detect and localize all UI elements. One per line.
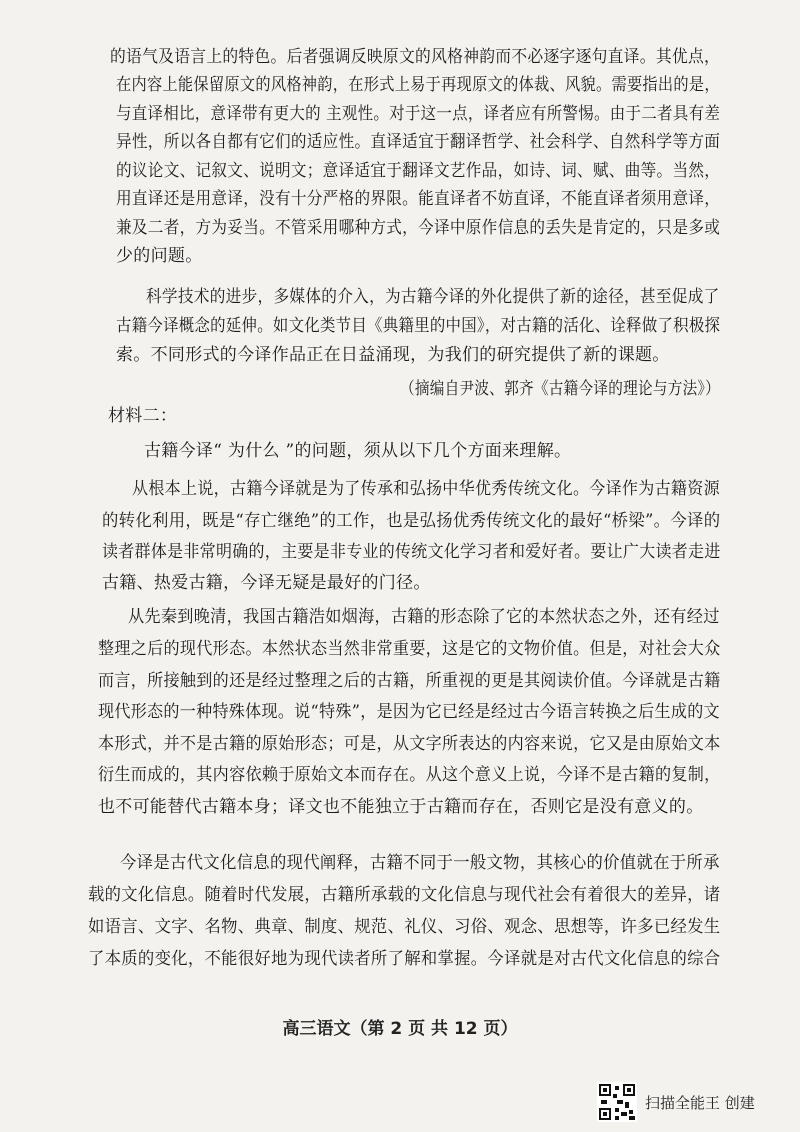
text-line: 异性，所以各自都有它们的适应性。直译适宜于翻译哲学、社会科学、自然科学等方面 [116,132,721,152]
text-line: 本形式，并不是古籍的原始形态；可是，从文字所表达的内容来说，它又是由原始文本 [98,734,721,754]
text-line: 了本质的变化，不能很好地为现代读者所了解和掌握。今译就是对古代文化信息的综合 [88,949,721,969]
text-line: 古籍、热爱古籍，今译无疑是最好的门径。 [102,573,431,593]
text-line: 如语言、文字、名物、典章、制度、规范、礼仪、习俗、观念、思想等，许多已经发生 [88,917,721,937]
text-line: 索。不同形式的今译作品正在日益涌现，为我们的研究提供了新的课题。 [116,345,670,365]
text-line: 读者群体是非常明确的，主要是非专业的传统文化学习者和爱好者。要让广大读者走进 [102,542,721,562]
qr-code-icon [597,1082,637,1122]
source-citation: （摘编自尹波、郭齐《古籍今译的理论与方法》） [400,379,721,399]
text-line: 古籍今译“ 为什么 ”的问题，须从以下几个方面来理解。 [144,441,572,461]
page-footer: 高三语文（第 2 页 共 12 页） [282,1019,518,1039]
text-line: 衍生而成的，其内容依赖于原始文本而存在。从这个意义上说，今译不是古籍的复制， [98,765,721,785]
text-line: 与直译相比，意译带有更大的 主观性。对于这一点，译者应有所警惕。由于二者具有差 [116,104,721,124]
text-line: 用直译还是用意译，没有十分严格的界限。能直译者不妨直译，不能直译者须用意译， [116,189,721,209]
text-line: 今译是古代文化信息的现代阐释，古籍不同于一般文物，其核心的价值就在于所承 [120,853,720,873]
text-line: 也不可能替代古籍本身；译文也不能独立于古籍而存在，否则它是没有意义的。 [98,797,704,817]
text-line: 在内容上能保留原文的风格神韵，在形式上易于再现原文的体裁、风貌。需要指出的是， [116,75,720,95]
text-line: 现代形态的一种特殊体现。说“特殊”，是因为它已经是经过古今语言转换之后生成的文 [98,702,720,722]
scanner-watermark [597,1082,755,1122]
text-line: 载的文化信息。随着时代发展，古籍所承载的文化信息与现代社会有着很大的差异，诸 [88,885,721,905]
text-line: 少的问题。 [116,246,203,266]
text-line: 的语气及语言上的特色。后者强调反映原文的风格神韵而不必逐字逐句直译。其优点， [110,47,721,67]
text-line: 古籍今译概念的延伸。如文化类节目《典籍里的中国》，对古籍的活化、诠释做了积极探 [116,316,721,336]
text-line: 从根本上说，古籍今译就是为了传承和弘扬中华优秀传统文化。今译作为古籍资源 [132,479,720,499]
section-heading: 材料二： [108,406,178,426]
text-line: 整理之后的现代形态。本然状态当然非常重要，这是它的文物价值。但是，对社会大众 [98,639,721,659]
text-line: 科学技术的进步，多媒体的介入，为古籍今译的外化提供了新的途径，甚至促成了 [146,287,720,307]
scanner-label: 扫描全能王 创建 [645,1093,755,1112]
text-line: 兼及二者，方为妥当。不管采用哪种方式，今译中原作信息的丢失是肯定的，只是多或 [116,218,721,238]
text-line: 而言，所接触到的还是经过整理之后的古籍，所重视的更是其阅读价值。今译就是古籍 [98,671,721,691]
text-line: 从先秦到晚清，我国古籍浩如烟海，古籍的形态除了它的本然状态之外，还有经过 [128,607,720,627]
text-line: 的议论文、记叙文、说明文；意译适宜于翻译文艺作品，如诗、词、赋、曲等。当然， [116,161,721,181]
text-line: 的转化利用，既是“存亡继绝”的工作，也是弘扬优秀传统文化的最好“桥梁”。今译的 [102,511,721,531]
